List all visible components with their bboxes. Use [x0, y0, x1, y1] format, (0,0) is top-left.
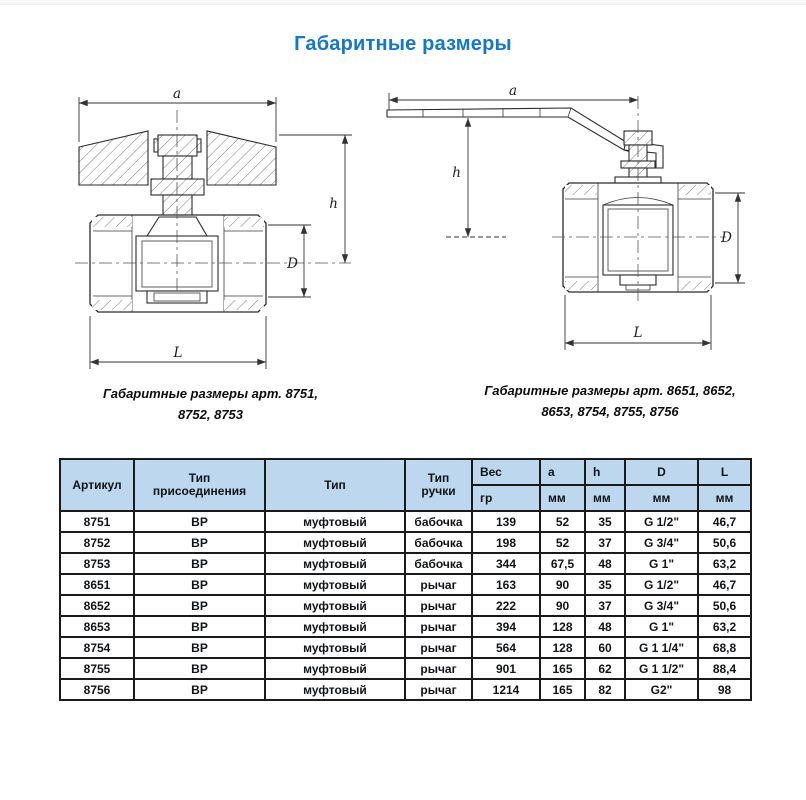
table-cell: 46,7 [698, 574, 751, 595]
lever-handle [387, 108, 663, 168]
dim-label-d: D [721, 230, 732, 246]
table-cell: G 1/2" [625, 574, 698, 595]
table-cell: 37 [585, 595, 625, 616]
table-cell: 48 [585, 553, 625, 574]
table-cell: 344 [472, 553, 540, 574]
figure-caption-right [420, 380, 800, 422]
dim-label-a: a [172, 86, 182, 102]
table-cell: 62 [585, 658, 625, 679]
header-line: ручки [421, 484, 456, 498]
figure-caption-left [38, 383, 383, 425]
table-cell: 8751 [60, 511, 134, 532]
table-cell: G 1" [625, 553, 698, 574]
table-cell: 63,2 [698, 616, 751, 637]
table-cell: 37 [585, 532, 625, 553]
table-cell: ВР [134, 658, 265, 679]
table-cell: рычаг [405, 574, 472, 595]
header-line: присоединения [152, 484, 247, 498]
caption-line: 8752, 8753 [177, 407, 244, 422]
table-cell: 90 [540, 595, 585, 616]
table-cell: 8755 [60, 658, 134, 679]
table-row [60, 574, 751, 595]
unit-l: мм [698, 485, 751, 511]
table-cell: ВР [134, 595, 265, 616]
top-bar [0, 0, 806, 5]
table-cell: G 1/2" [625, 511, 698, 532]
table-cell: 8753 [60, 553, 134, 574]
dim-label-h: h [452, 165, 461, 181]
table-cell: 139 [472, 511, 540, 532]
butterfly-handle [79, 131, 276, 217]
table-cell: ВР [134, 616, 265, 637]
table-cell: рычаг [405, 637, 472, 658]
table-cell: 50,6 [698, 595, 751, 616]
table-row [60, 532, 751, 553]
col-header-connection [134, 459, 265, 511]
table-cell: G 1 1/2" [625, 658, 698, 679]
col-header-h: h [585, 459, 625, 485]
table-cell: 82 [585, 679, 625, 700]
caption-line: 8653, 8754, 8755, 8756 [541, 404, 679, 419]
table-row [60, 658, 751, 679]
dimensions-table [59, 458, 752, 701]
table-cell: 60 [585, 637, 625, 658]
table-cell: 52 [540, 511, 585, 532]
table-cell: 68,8 [698, 637, 751, 658]
dim-label-h: h [329, 196, 338, 212]
table-cell: рычаг [405, 679, 472, 700]
table-cell: G 3/4" [625, 595, 698, 616]
valve-body [90, 215, 266, 312]
table-cell: 35 [585, 511, 625, 532]
table-cell: рычаг [405, 658, 472, 679]
table-cell: бабочка [405, 511, 472, 532]
dim-h [279, 135, 352, 263]
table-row [60, 595, 751, 616]
table-cell: муфтовый [265, 658, 405, 679]
drawing-lever-valve [378, 84, 768, 380]
table-cell: рычаг [405, 595, 472, 616]
table-body [60, 511, 751, 700]
table-cell: 165 [540, 658, 585, 679]
table-cell: ВР [134, 532, 265, 553]
col-header-type: Тип [265, 459, 405, 511]
table-cell: 98 [698, 679, 751, 700]
table-row [60, 511, 751, 532]
table-cell: 1214 [472, 679, 540, 700]
table-cell: 128 [540, 637, 585, 658]
table-cell: 50,6 [698, 532, 751, 553]
col-header-d: D [625, 459, 698, 485]
table-cell: 8754 [60, 637, 134, 658]
table-cell: 163 [472, 574, 540, 595]
table-cell: бабочка [405, 553, 472, 574]
table-cell: муфтовый [265, 532, 405, 553]
table-cell: муфтовый [265, 511, 405, 532]
table-cell: рычаг [405, 616, 472, 637]
table-cell: 222 [472, 595, 540, 616]
table-cell: 52 [540, 532, 585, 553]
col-header-l: L [698, 459, 751, 485]
drawing-butterfly-valve [55, 84, 360, 378]
header-line: Тип [188, 471, 211, 485]
unit-d: мм [625, 485, 698, 511]
col-header-weight: Вес [472, 459, 540, 485]
dim-l [565, 295, 711, 350]
table-cell: ВР [134, 553, 265, 574]
table-cell: 8756 [60, 679, 134, 700]
table-cell: 165 [540, 679, 585, 700]
table-cell: 8752 [60, 532, 134, 553]
table-cell: ВР [134, 679, 265, 700]
table-cell: 48 [585, 616, 625, 637]
table-cell: 564 [472, 637, 540, 658]
table-cell: 128 [540, 616, 585, 637]
dim-label-d: D [287, 256, 298, 272]
table-cell: 8652 [60, 595, 134, 616]
table-row [60, 616, 751, 637]
dim-label-l: L [633, 325, 643, 341]
table-cell: муфтовый [265, 574, 405, 595]
dim-label-a: a [508, 84, 518, 99]
table-cell: 35 [585, 574, 625, 595]
table-cell: 90 [540, 574, 585, 595]
table-cell: G2" [625, 679, 698, 700]
table-cell: G 1 1/4" [625, 637, 698, 658]
table-cell: ВР [134, 511, 265, 532]
table-cell: G 3/4" [625, 532, 698, 553]
table-cell: 8653 [60, 616, 134, 637]
unit-h: мм [585, 485, 625, 511]
unit-a: мм [540, 485, 585, 511]
table-cell: 67,5 [540, 553, 585, 574]
col-header-a: a [540, 459, 585, 485]
table-cell: муфтовый [265, 553, 405, 574]
table-cell: ВР [134, 574, 265, 595]
col-header-articul: Артикул [60, 459, 134, 511]
table-cell: бабочка [405, 532, 472, 553]
col-header-handle [405, 459, 472, 511]
caption-line: Габаритные размеры арт. 8751, [102, 386, 318, 401]
dim-label-l: L [173, 345, 183, 361]
header-line: Тип [427, 471, 450, 485]
table-cell: муфтовый [265, 616, 405, 637]
table-row [60, 637, 751, 658]
table-row [60, 553, 751, 574]
table-row [60, 679, 751, 700]
table-cell: 88,4 [698, 658, 751, 679]
table-cell: муфтовый [265, 637, 405, 658]
table-cell: 8651 [60, 574, 134, 595]
table-cell: муфтовый [265, 679, 405, 700]
dim-l [90, 316, 266, 369]
table-cell: G 1" [625, 616, 698, 637]
table-cell: 198 [472, 532, 540, 553]
unit-weight: гр [472, 485, 540, 511]
page-title: Габаритные размеры [294, 33, 512, 55]
table-cell: муфтовый [265, 595, 405, 616]
table-cell: 63,2 [698, 553, 751, 574]
caption-line: Габаритные размеры арт. 8651, 8652, [484, 383, 736, 398]
table-cell: 46,7 [698, 511, 751, 532]
table-cell: ВР [134, 637, 265, 658]
table-cell: 394 [472, 616, 540, 637]
table-cell: 901 [472, 658, 540, 679]
